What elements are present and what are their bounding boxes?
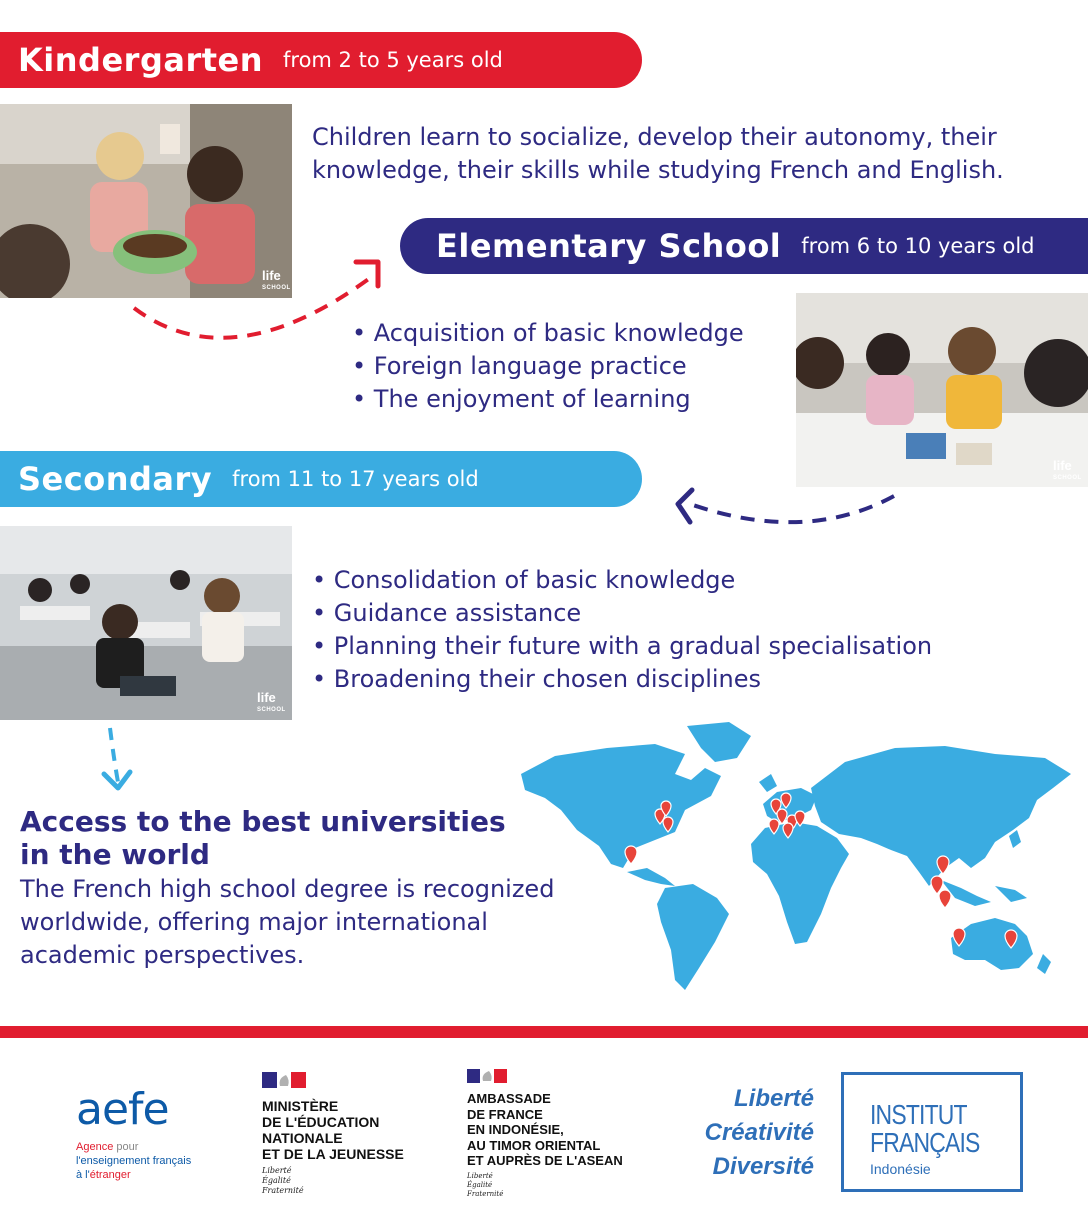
footer-divider	[0, 1026, 1088, 1038]
secondary-banner	[0, 451, 642, 507]
universities-title: Access to the best universities in the world	[20, 805, 506, 871]
ministere-logo: MINISTÈRE DE L'ÉDUCATION NATIONALE ET DE LA JEUNESSE Liberté Égalité Fraternité	[262, 1072, 404, 1196]
slogan: Liberté Créativité Diversité	[704, 1085, 814, 1180]
marianne-flag-icon	[262, 1072, 306, 1088]
elementary-photo-watermark: life SCHOOL	[1053, 458, 1082, 481]
navy-dashed-arrow	[666, 484, 902, 540]
secondary-photo-watermark: life SCHOOL	[257, 690, 286, 713]
kindergarten-title: Kindergarten	[18, 41, 263, 79]
secondary-title: Secondary	[18, 460, 213, 498]
elementary-ages: from 6 to 10 years old	[801, 234, 1035, 258]
universities-text: The French high school degree is recognized worldwide, offering major international academic perspectives.	[20, 875, 555, 969]
secondary-ages: from 11 to 17 years old	[232, 467, 479, 491]
secondary-bullet-list	[312, 564, 932, 696]
marianne-flag-icon	[467, 1069, 507, 1083]
elementary-bullet: • Foreign language practice	[352, 350, 744, 383]
secondary-photo	[0, 526, 292, 720]
elementary-photo	[796, 293, 1088, 487]
kindergarten-ages: from 2 to 5 years old	[283, 48, 503, 72]
kindergarten-banner	[0, 32, 642, 88]
aefe-wordmark: aefe	[76, 1084, 169, 1135]
elementary-bullet: • The enjoyment of learning	[352, 383, 744, 416]
elementary-bullet: • Acquisition of basic knowledge	[352, 317, 744, 350]
secondary-bullet: • Planning their future with a gradual specialisation	[312, 630, 932, 663]
kindergarten-description: Children learn to socialize, develop their autonomy, their knowledge, their skills while studying French and English.	[312, 123, 1004, 184]
secondary-bullet: • Guidance assistance	[312, 597, 932, 630]
aefe-logo: aefe Agence pour l'enseignement français à l'étranger	[76, 1084, 192, 1181]
ambassade-logo: AMBASSADE DE FRANCE EN INDONÉSIE, AU TIMOR ORIENTAL ET AUPRÈS DE L'ASEAN Liberté Égalité Fraternité	[467, 1068, 623, 1199]
blue-dashed-arrow	[96, 724, 136, 794]
kindergarten-photo-watermark: life SCHOOL	[262, 268, 291, 291]
elementary-banner	[400, 218, 1088, 274]
institut-francais-logo: INSTITUT FRANÇAIS Indonésie	[841, 1072, 1023, 1192]
elementary-title: Elementary School	[436, 227, 782, 265]
red-dashed-arrow	[120, 250, 390, 360]
secondary-bullet: • Consolidation of basic knowledge	[312, 564, 932, 597]
elementary-bullet-list	[352, 317, 744, 416]
secondary-bullet: • Broadening their chosen disciplines	[312, 663, 932, 696]
world-map	[515, 718, 1077, 994]
